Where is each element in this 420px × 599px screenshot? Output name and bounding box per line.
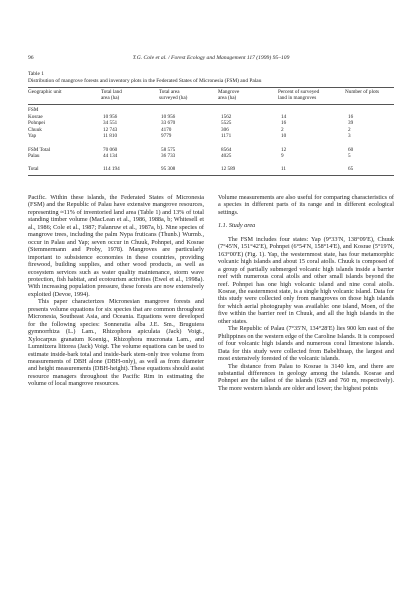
cell-mangrove: 1171 <box>221 133 232 140</box>
table-header-rule <box>28 104 394 105</box>
cell-plots: 16 <box>348 113 354 120</box>
cell-percent: 12 <box>281 146 287 153</box>
table-top-rule <box>28 87 394 88</box>
header-total-surveyed-unit: surveyed (ha) <box>159 95 188 102</box>
cell-mangrove: 1562 <box>221 113 232 120</box>
cell-unit: Palau <box>28 153 40 160</box>
header-percent-surveyed: Percent of surveyed <box>278 89 320 95</box>
cell-land: 10 956 <box>103 113 118 120</box>
header-percent-surveyed-2: land in mangroves <box>278 95 317 102</box>
cell-surveyed: 9779 <box>161 133 172 140</box>
table-row <box>28 107 394 114</box>
table-row <box>28 120 394 127</box>
cell-surveyed: 33 670 <box>161 120 176 127</box>
cell-land: 44 134 <box>103 153 118 160</box>
journal-citation: T.G. Cole et al. / Forest Ecology and Management 117 (1999) 95–109 <box>132 55 290 61</box>
cell-surveyed: 36 733 <box>161 153 176 160</box>
body-paragraph: The distance from Palau to Kosrae is 3140 km, and there are substantial differences in geology among the islands. Kosrae and Pohnpei are the tallest of the islands (629 and 760 m, respectively). The more western islands are older and lower; the highest points <box>218 362 394 392</box>
page-number: 96 <box>28 55 34 61</box>
cell-unit: Total <box>28 166 39 173</box>
table-row <box>28 166 394 173</box>
left-column <box>28 194 204 388</box>
header-total-land-unit: area (ha) <box>101 95 120 102</box>
cell-land: 114 194 <box>103 166 120 173</box>
header-mangrove-area: Mangrove <box>218 89 240 95</box>
table-row <box>28 114 394 121</box>
body-paragraph: Pacific. Within these islands, the Federated States of Micronesia (FSM) and the Republic of Palau have extensive mangrove resources, representing ≈11% of inventoried land area (Table 1) and 13% of total standing timber volume (MacLean et al., 1986, 1988a, b; Whitesell et al., 1986; Cole et al., 1987; Falanruw et al., 1987a, b). Nine species of mangrove trees, including the palm Nypa fruticans (Thunb.) Wurmb., occur in Palau and Yap; seven occur in Chuuk, Pohnpei, and Kosrae (Stemmermann and Proby, 1978). Mangroves are particularly important to subsistence economies in these countries, providing firewood, building supplies, and other wood products, as well as ecosystem services such as water quality maintenance, storm wave protection, fish habitat, and ecotourism activities (Ewel et al., 1998a). With increasing population pressure, these forests are now extensively exploited (Devoe, 1994). <box>28 194 204 298</box>
table-row <box>28 147 394 154</box>
cell-mangrove: 8564 <box>221 146 232 153</box>
cell-plots: 60 <box>348 146 354 153</box>
cell-unit: Chuuk <box>28 126 42 133</box>
cell-percent: 9 <box>281 153 284 160</box>
cell-plots: 5 <box>348 153 351 160</box>
cell-surveyed: 4170 <box>161 126 172 133</box>
header-total-surveyed: Total area <box>159 89 180 95</box>
running-header <box>28 55 394 65</box>
cell-mangrove: 5525 <box>221 120 232 127</box>
cell-plots: 39 <box>348 120 354 127</box>
cell-mangrove: 12 589 <box>221 166 236 173</box>
table-row <box>28 133 394 140</box>
cell-percent: 11 <box>281 166 286 173</box>
cell-unit: Pohnpei <box>28 120 46 127</box>
section-heading: 1.1. Study area <box>218 222 256 230</box>
cell-mangrove: 306 <box>221 126 229 133</box>
cell-percent: 14 <box>281 113 287 120</box>
table-bottom-rule <box>28 175 394 176</box>
table-row <box>28 127 394 134</box>
table-caption: Distribution of mangrove forests and inventory plots in the Federated States of Micronesia (FSM) and Palau <box>28 78 262 84</box>
cell-land: 12 743 <box>103 126 118 133</box>
cell-percent: 16 <box>281 120 287 127</box>
table-row <box>28 153 394 160</box>
cell-unit: Yap <box>28 133 37 140</box>
body-paragraph: This paper characterizes Micronesian mangrove forests and presents volume equations for six species that are common throughout Micronesia, Southeast Asia, and Oceania. Equations were developed for the following species: Sonneratia alba J.E. Sm., Bruguiera gymnorrhiza (L.) Lam., Rhizophora apiculata (Jack) Voigt., Xylocarpus granatum Koenig., Rhizophora mucronata Lam., and Lumnitzera littorea (Jack) Voigt. The volume equations can be used to estimate inside-bark total and inside-bark stem-only tree volume from measurements of DBH alone (DBH-only), as well as from diameter and height measurements (DBH-height). These equations should assist resource managers throughout the Pacific Rim in estimating the volume of local mangrove resources. <box>28 298 204 388</box>
cell-unit: FSM Total <box>28 146 51 153</box>
header-geographic-unit: Geographic unit <box>28 89 62 95</box>
cell-percent: 2 <box>281 126 284 133</box>
right-column <box>218 194 394 392</box>
table-row <box>28 140 394 147</box>
table-body <box>28 107 394 173</box>
table-row <box>28 160 394 167</box>
cell-mangrove: 4025 <box>221 153 232 160</box>
header-number-plots: Number of plots <box>345 89 380 95</box>
cell-unit: Kosrae <box>28 113 43 120</box>
header-total-land: Total land <box>101 89 122 95</box>
cell-plots: 3 <box>348 133 351 140</box>
cell-unit: FSM <box>28 107 39 113</box>
cell-plots: 65 <box>348 166 354 173</box>
cell-percent: 10 <box>281 133 287 140</box>
body-paragraph: Volume measurements are also useful for comparing characteristics of a species in different parts of its range and in different ecological settings. <box>218 194 394 216</box>
body-paragraph: The FSM includes four states: Yap (9°33′N, 138°09′E), Chuuk (7°45′N, 151°42′E), Pohnpei (6°54′N, 158°14′E), and Kosrae (5°19′N, 163°00′E) (Fig. 1). Yap, the westernmost state, has four metamorphic volcanic high islands and about 15 coral atolls. Chuuk is composed of a group of partially submerged volcanic high islands inside a barrier reef with numerous coral atolls and other small islands beyond the reef. Pohnpei has one high volcanic island and nine coral atolls. Kosrae, the easternmost state, is a single high volcanic island. Data for this study were collected only from mangroves on those high islands for which aerial photography was available: one island, Moen, of the five within the barrier reef in Chuuk, and all the high islands in the other states. <box>218 235 394 325</box>
table-label: Table 1 <box>28 71 44 77</box>
cell-surveyed: 58 575 <box>161 146 176 153</box>
cell-land: 34 551 <box>103 120 118 127</box>
header-mangrove-area-unit: area (ha) <box>218 95 237 102</box>
cell-surveyed: 10 956 <box>161 113 176 120</box>
cell-land: 11 810 <box>103 133 118 140</box>
cell-land: 70 060 <box>103 146 118 153</box>
cell-plots: 2 <box>348 126 351 133</box>
cell-surveyed: 95 308 <box>161 166 176 173</box>
body-paragraph: The Republic of Palau (7°35′N, 134°28′E) lies 900 km east of the Philippines on the western edge of the Caroline Islands. It is composed of four volcanic high islands and numerous coral limestone islands. Data for this study were collected from Babelthuap, the largest and most extensively forested of the volcanic islands. <box>218 325 394 363</box>
